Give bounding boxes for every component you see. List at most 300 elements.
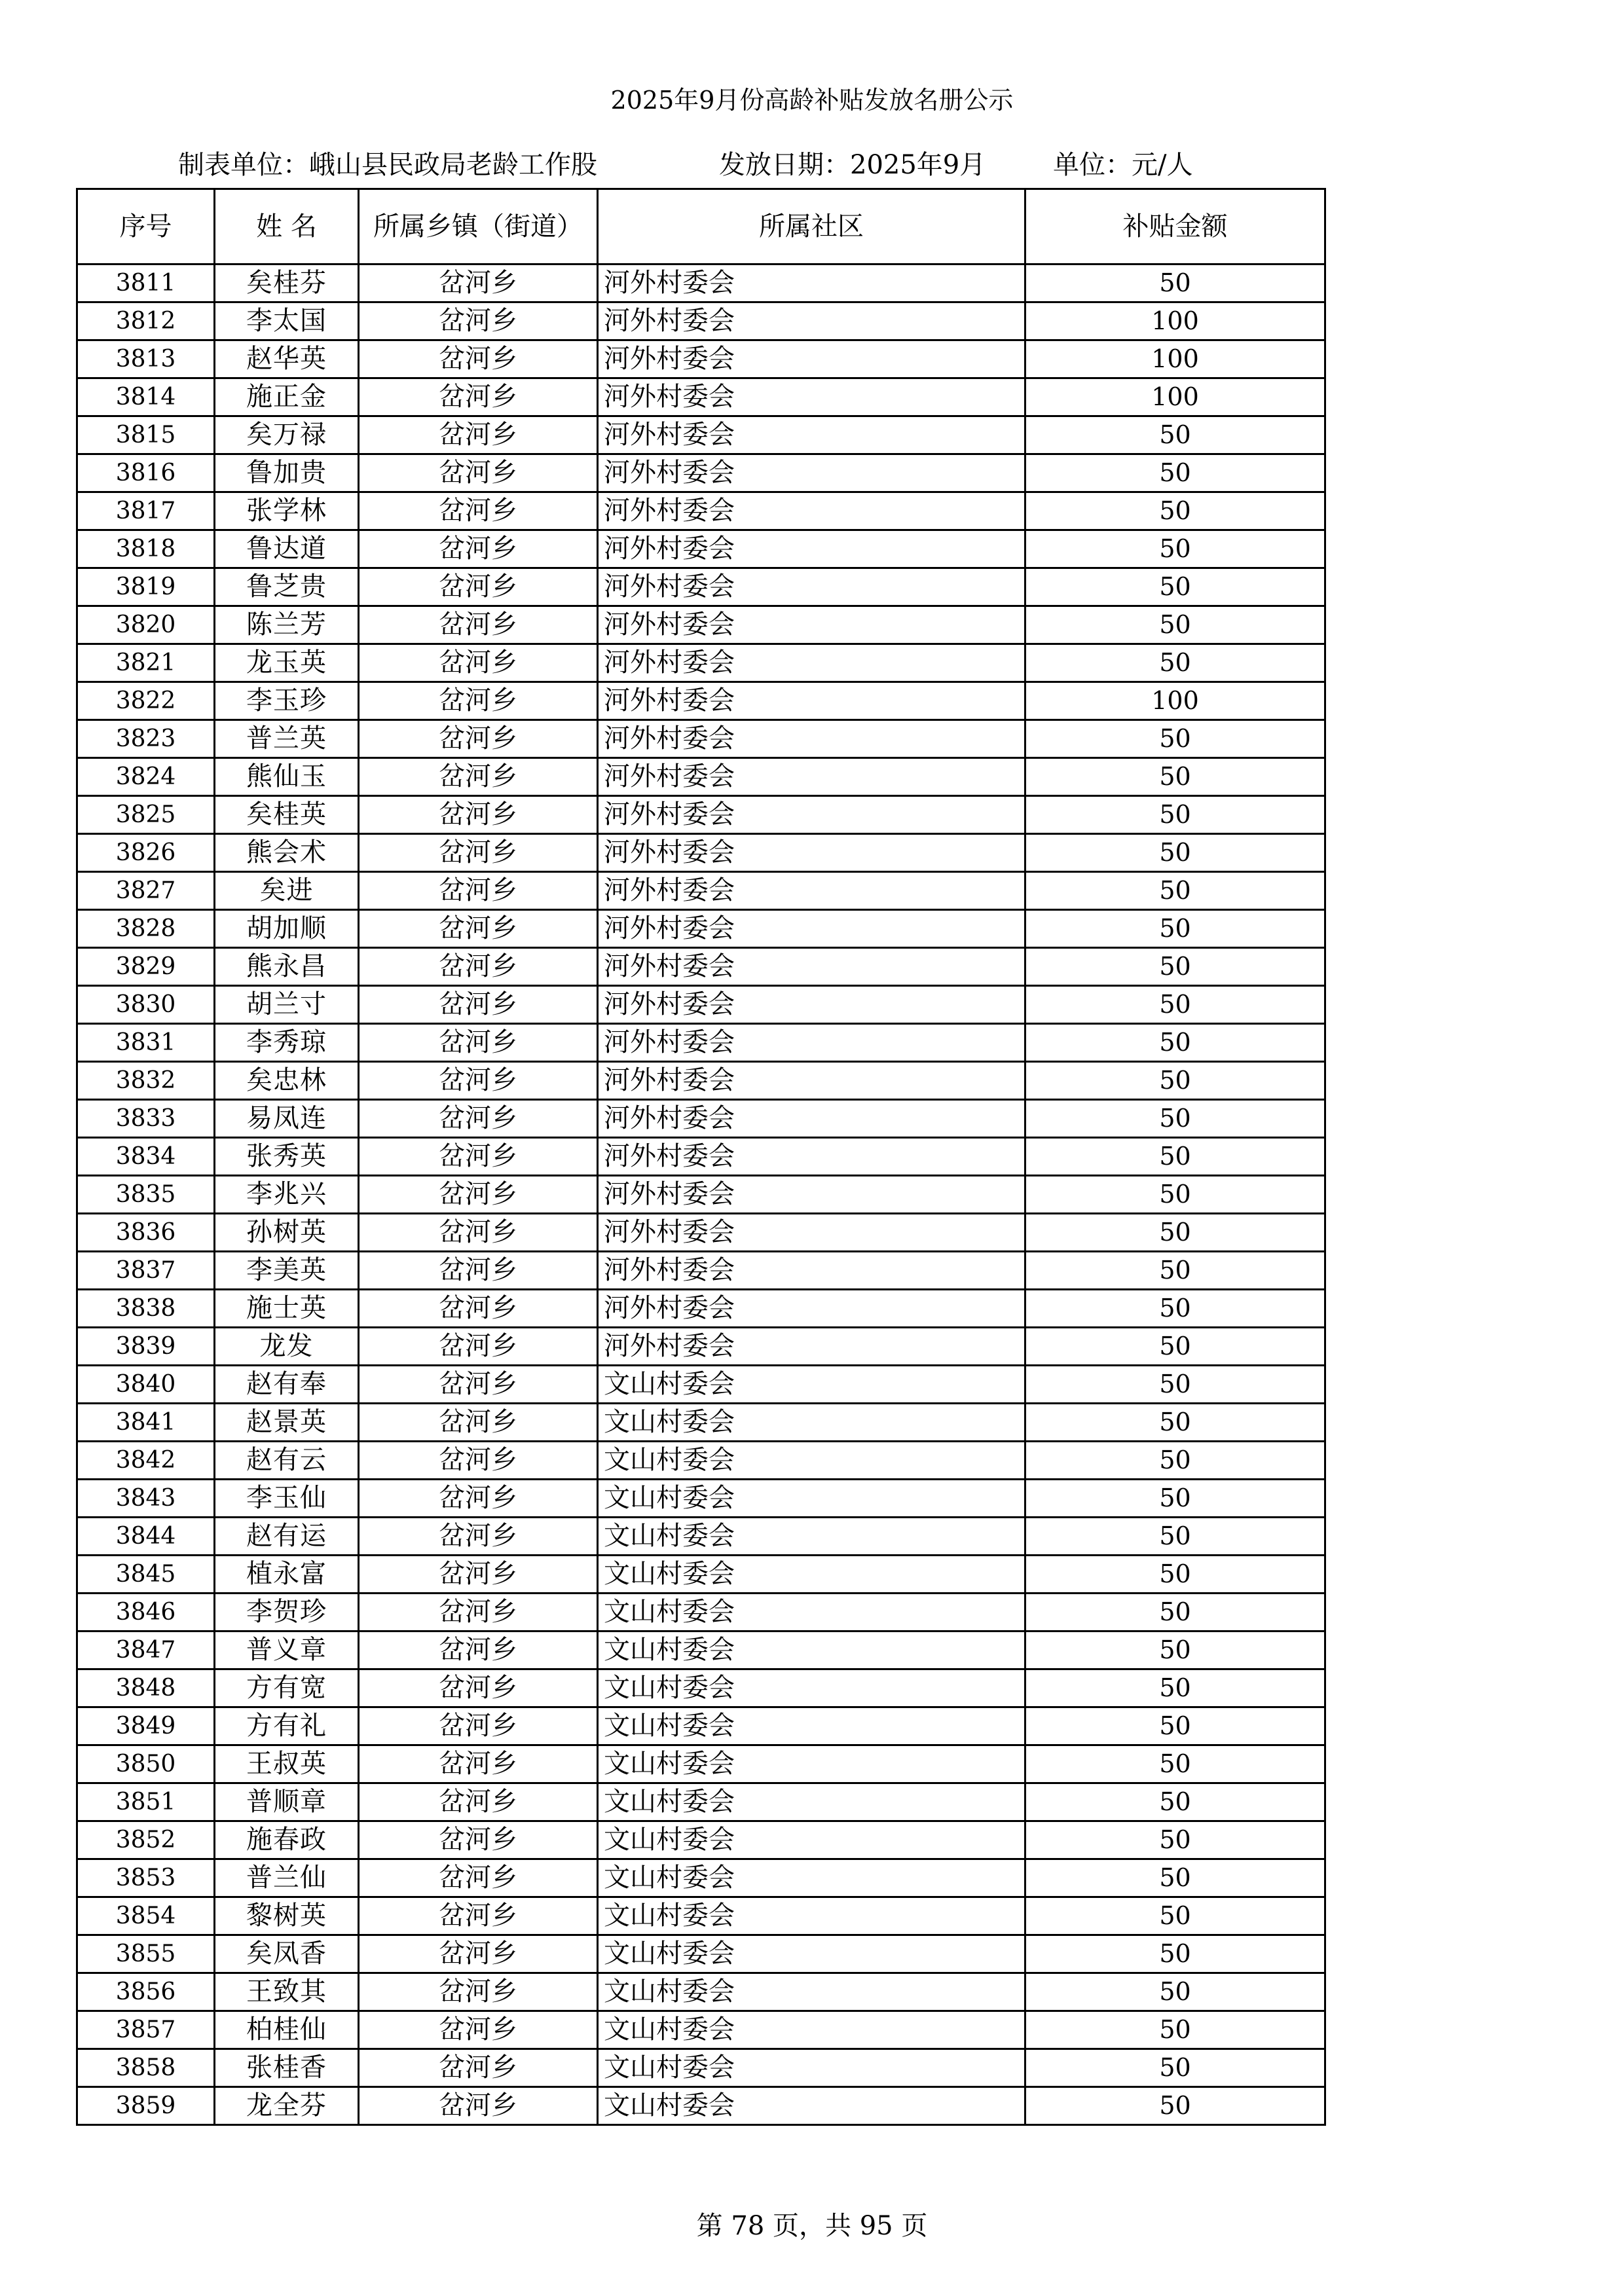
cell-amount: 50 bbox=[1025, 1669, 1325, 1707]
header-name: 姓 名 bbox=[215, 189, 359, 264]
cell-seq: 3843 bbox=[77, 1480, 215, 1518]
cell-community: 河外村委会 bbox=[598, 378, 1025, 416]
cell-amount: 50 bbox=[1025, 1214, 1325, 1252]
currency-unit: 单位：元/人 bbox=[1053, 150, 1193, 180]
cell-seq: 3842 bbox=[77, 1442, 215, 1480]
cell-seq: 3823 bbox=[77, 720, 215, 758]
table-row bbox=[77, 1897, 1325, 1935]
cell-community: 文山村委会 bbox=[598, 2049, 1025, 2087]
cell-township: 岔河乡 bbox=[359, 682, 598, 720]
cell-amount: 50 bbox=[1025, 1745, 1325, 1783]
table-row bbox=[77, 1973, 1325, 2011]
cell-township: 岔河乡 bbox=[359, 2087, 598, 2125]
cell-seq: 3828 bbox=[77, 910, 215, 948]
cell-community: 河外村委会 bbox=[598, 1024, 1025, 1062]
cell-amount: 50 bbox=[1025, 2087, 1325, 2125]
header-community: 所属社区 bbox=[598, 189, 1025, 264]
cell-seq: 3831 bbox=[77, 1024, 215, 1062]
cell-name: 柏桂仙 bbox=[215, 2011, 359, 2049]
cell-township: 岔河乡 bbox=[359, 948, 598, 986]
cell-township: 岔河乡 bbox=[359, 1745, 598, 1783]
cell-community: 文山村委会 bbox=[598, 1745, 1025, 1783]
cell-township: 岔河乡 bbox=[359, 1328, 598, 1366]
page-footer: 第 78 页，共 95 页 bbox=[696, 2211, 928, 2241]
cell-community: 河外村委会 bbox=[598, 568, 1025, 606]
cell-seq: 3833 bbox=[77, 1100, 215, 1138]
cell-amount: 50 bbox=[1025, 1594, 1325, 1631]
table-row bbox=[77, 1138, 1325, 1176]
cell-township: 岔河乡 bbox=[359, 1783, 598, 1821]
table-row bbox=[77, 1404, 1325, 1442]
cell-township: 岔河乡 bbox=[359, 1024, 598, 1062]
cell-seq: 3827 bbox=[77, 872, 215, 910]
cell-name: 施正金 bbox=[215, 378, 359, 416]
cell-seq: 3849 bbox=[77, 1707, 215, 1745]
cell-seq: 3816 bbox=[77, 454, 215, 492]
cell-name: 李秀琼 bbox=[215, 1024, 359, 1062]
cell-amount: 50 bbox=[1025, 416, 1325, 454]
cell-amount: 100 bbox=[1025, 378, 1325, 416]
cell-amount: 50 bbox=[1025, 1138, 1325, 1176]
table-row bbox=[77, 1594, 1325, 1631]
cell-community: 河外村委会 bbox=[598, 644, 1025, 682]
cell-name: 普兰英 bbox=[215, 720, 359, 758]
table-row bbox=[77, 2011, 1325, 2049]
table-row bbox=[77, 1366, 1325, 1404]
issue-date: 发放日期：2025年9月 bbox=[719, 150, 986, 180]
cell-township: 岔河乡 bbox=[359, 1594, 598, 1631]
cell-name: 熊仙玉 bbox=[215, 758, 359, 796]
cell-name: 方有宽 bbox=[215, 1669, 359, 1707]
cell-township: 岔河乡 bbox=[359, 378, 598, 416]
cell-township: 岔河乡 bbox=[359, 2049, 598, 2087]
cell-seq: 3829 bbox=[77, 948, 215, 986]
cell-community: 河外村委会 bbox=[598, 758, 1025, 796]
table-row bbox=[77, 2049, 1325, 2087]
cell-amount: 50 bbox=[1025, 2049, 1325, 2087]
cell-amount: 50 bbox=[1025, 1821, 1325, 1859]
cell-township: 岔河乡 bbox=[359, 1404, 598, 1442]
cell-township: 岔河乡 bbox=[359, 872, 598, 910]
cell-amount: 50 bbox=[1025, 1062, 1325, 1100]
table-row bbox=[77, 1214, 1325, 1252]
table-row bbox=[77, 948, 1325, 986]
cell-township: 岔河乡 bbox=[359, 454, 598, 492]
cell-community: 河外村委会 bbox=[598, 910, 1025, 948]
cell-community: 文山村委会 bbox=[598, 1594, 1025, 1631]
cell-community: 河外村委会 bbox=[598, 454, 1025, 492]
cell-community: 河外村委会 bbox=[598, 986, 1025, 1024]
cell-township: 岔河乡 bbox=[359, 606, 598, 644]
cell-township: 岔河乡 bbox=[359, 1100, 598, 1138]
table-row bbox=[77, 1821, 1325, 1859]
cell-name: 李玉珍 bbox=[215, 682, 359, 720]
cell-township: 岔河乡 bbox=[359, 796, 598, 834]
table-row bbox=[77, 568, 1325, 606]
table-row bbox=[77, 872, 1325, 910]
cell-seq: 3846 bbox=[77, 1594, 215, 1631]
cell-amount: 50 bbox=[1025, 720, 1325, 758]
cell-amount: 50 bbox=[1025, 910, 1325, 948]
cell-community: 文山村委会 bbox=[598, 1973, 1025, 2011]
cell-name: 植永富 bbox=[215, 1556, 359, 1594]
cell-community: 河外村委会 bbox=[598, 264, 1025, 302]
cell-amount: 50 bbox=[1025, 986, 1325, 1024]
table-row bbox=[77, 1556, 1325, 1594]
cell-name: 矣忠林 bbox=[215, 1062, 359, 1100]
cell-community: 文山村委会 bbox=[598, 1669, 1025, 1707]
table-row bbox=[77, 1328, 1325, 1366]
cell-amount: 50 bbox=[1025, 644, 1325, 682]
cell-community: 文山村委会 bbox=[598, 1859, 1025, 1897]
cell-amount: 100 bbox=[1025, 340, 1325, 378]
cell-seq: 3836 bbox=[77, 1214, 215, 1252]
cell-township: 岔河乡 bbox=[359, 1214, 598, 1252]
table-row bbox=[77, 1176, 1325, 1214]
cell-township: 岔河乡 bbox=[359, 986, 598, 1024]
cell-community: 文山村委会 bbox=[598, 1935, 1025, 1973]
cell-community: 文山村委会 bbox=[598, 1442, 1025, 1480]
cell-seq: 3837 bbox=[77, 1252, 215, 1290]
cell-amount: 100 bbox=[1025, 302, 1325, 340]
table-row bbox=[77, 1290, 1325, 1328]
table-row bbox=[77, 416, 1325, 454]
cell-community: 河外村委会 bbox=[598, 1252, 1025, 1290]
cell-township: 岔河乡 bbox=[359, 1631, 598, 1669]
document-title: 2025年9月份高龄补贴发放名册公示 bbox=[610, 86, 1014, 115]
cell-amount: 50 bbox=[1025, 1631, 1325, 1669]
table-row bbox=[77, 796, 1325, 834]
cell-name: 施士英 bbox=[215, 1290, 359, 1328]
table-row bbox=[77, 1062, 1325, 1100]
table-row bbox=[77, 1745, 1325, 1783]
table-row bbox=[77, 1783, 1325, 1821]
cell-community: 文山村委会 bbox=[598, 1783, 1025, 1821]
cell-community: 河外村委会 bbox=[598, 1100, 1025, 1138]
cell-community: 河外村委会 bbox=[598, 302, 1025, 340]
cell-community: 河外村委会 bbox=[598, 1214, 1025, 1252]
table-row bbox=[77, 340, 1325, 378]
cell-township: 岔河乡 bbox=[359, 340, 598, 378]
table-row bbox=[77, 378, 1325, 416]
cell-community: 河外村委会 bbox=[598, 340, 1025, 378]
cell-amount: 50 bbox=[1025, 2011, 1325, 2049]
cell-community: 河外村委会 bbox=[598, 1328, 1025, 1366]
cell-township: 岔河乡 bbox=[359, 1138, 598, 1176]
cell-seq: 3841 bbox=[77, 1404, 215, 1442]
table-row bbox=[77, 682, 1325, 720]
cell-name: 胡兰寸 bbox=[215, 986, 359, 1024]
cell-seq: 3852 bbox=[77, 1821, 215, 1859]
cell-amount: 50 bbox=[1025, 1176, 1325, 1214]
cell-community: 文山村委会 bbox=[598, 1518, 1025, 1556]
cell-name: 鲁达道 bbox=[215, 530, 359, 568]
cell-amount: 50 bbox=[1025, 264, 1325, 302]
cell-seq: 3835 bbox=[77, 1176, 215, 1214]
cell-community: 文山村委会 bbox=[598, 1821, 1025, 1859]
cell-amount: 50 bbox=[1025, 568, 1325, 606]
cell-name: 矣万禄 bbox=[215, 416, 359, 454]
cell-community: 文山村委会 bbox=[598, 1556, 1025, 1594]
table-row bbox=[77, 606, 1325, 644]
cell-community: 河外村委会 bbox=[598, 1062, 1025, 1100]
cell-amount: 50 bbox=[1025, 1897, 1325, 1935]
cell-township: 岔河乡 bbox=[359, 1176, 598, 1214]
cell-seq: 3839 bbox=[77, 1328, 215, 1366]
cell-name: 李美英 bbox=[215, 1252, 359, 1290]
cell-amount: 50 bbox=[1025, 530, 1325, 568]
cell-township: 岔河乡 bbox=[359, 2011, 598, 2049]
cell-seq: 3854 bbox=[77, 1897, 215, 1935]
cell-township: 岔河乡 bbox=[359, 302, 598, 340]
cell-amount: 100 bbox=[1025, 682, 1325, 720]
cell-name: 李兆兴 bbox=[215, 1176, 359, 1214]
table-row bbox=[77, 1859, 1325, 1897]
cell-township: 岔河乡 bbox=[359, 1290, 598, 1328]
table-row bbox=[77, 1480, 1325, 1518]
cell-township: 岔河乡 bbox=[359, 758, 598, 796]
header-seq: 序号 bbox=[77, 189, 215, 264]
cell-amount: 50 bbox=[1025, 1859, 1325, 1897]
cell-seq: 3838 bbox=[77, 1290, 215, 1328]
cell-township: 岔河乡 bbox=[359, 910, 598, 948]
cell-community: 河外村委会 bbox=[598, 1290, 1025, 1328]
cell-amount: 50 bbox=[1025, 758, 1325, 796]
table-row bbox=[77, 1518, 1325, 1556]
cell-name: 赵华英 bbox=[215, 340, 359, 378]
cell-name: 赵景英 bbox=[215, 1404, 359, 1442]
cell-amount: 50 bbox=[1025, 1290, 1325, 1328]
cell-name: 李玉仙 bbox=[215, 1480, 359, 1518]
cell-township: 岔河乡 bbox=[359, 416, 598, 454]
cell-community: 河外村委会 bbox=[598, 530, 1025, 568]
cell-community: 文山村委会 bbox=[598, 2087, 1025, 2125]
cell-amount: 50 bbox=[1025, 1935, 1325, 1973]
cell-amount: 50 bbox=[1025, 1480, 1325, 1518]
cell-name: 王致其 bbox=[215, 1973, 359, 2011]
cell-township: 岔河乡 bbox=[359, 1897, 598, 1935]
table-row bbox=[77, 1442, 1325, 1480]
table-row bbox=[77, 720, 1325, 758]
cell-seq: 3811 bbox=[77, 264, 215, 302]
cell-amount: 50 bbox=[1025, 834, 1325, 872]
cell-amount: 50 bbox=[1025, 872, 1325, 910]
cell-name: 鲁芝贵 bbox=[215, 568, 359, 606]
cell-name: 龙全芬 bbox=[215, 2087, 359, 2125]
cell-township: 岔河乡 bbox=[359, 1518, 598, 1556]
cell-community: 河外村委会 bbox=[598, 1176, 1025, 1214]
cell-name: 普义章 bbox=[215, 1631, 359, 1669]
cell-community: 河外村委会 bbox=[598, 606, 1025, 644]
cell-seq: 3812 bbox=[77, 302, 215, 340]
cell-name: 李贺珍 bbox=[215, 1594, 359, 1631]
cell-township: 岔河乡 bbox=[359, 834, 598, 872]
cell-community: 河外村委会 bbox=[598, 416, 1025, 454]
cell-community: 河外村委会 bbox=[598, 948, 1025, 986]
cell-seq: 3855 bbox=[77, 1935, 215, 1973]
cell-amount: 50 bbox=[1025, 1518, 1325, 1556]
cell-seq: 3853 bbox=[77, 1859, 215, 1897]
cell-township: 岔河乡 bbox=[359, 530, 598, 568]
cell-community: 文山村委会 bbox=[598, 1480, 1025, 1518]
cell-name: 普顺章 bbox=[215, 1783, 359, 1821]
cell-township: 岔河乡 bbox=[359, 1935, 598, 1973]
cell-amount: 50 bbox=[1025, 1973, 1325, 2011]
cell-name: 赵有云 bbox=[215, 1442, 359, 1480]
cell-amount: 50 bbox=[1025, 1024, 1325, 1062]
cell-name: 熊会术 bbox=[215, 834, 359, 872]
cell-township: 岔河乡 bbox=[359, 264, 598, 302]
table-row bbox=[77, 302, 1325, 340]
issuing-unit: 制表单位：峨山县民政局老龄工作股 bbox=[178, 150, 597, 180]
cell-name: 孙树英 bbox=[215, 1214, 359, 1252]
header-amount: 补贴金额 bbox=[1025, 189, 1325, 264]
cell-name: 方有礼 bbox=[215, 1707, 359, 1745]
cell-amount: 50 bbox=[1025, 1442, 1325, 1480]
cell-township: 岔河乡 bbox=[359, 1442, 598, 1480]
cell-township: 岔河乡 bbox=[359, 1821, 598, 1859]
cell-township: 岔河乡 bbox=[359, 644, 598, 682]
cell-township: 岔河乡 bbox=[359, 1707, 598, 1745]
cell-township: 岔河乡 bbox=[359, 1859, 598, 1897]
cell-amount: 50 bbox=[1025, 1328, 1325, 1366]
cell-township: 岔河乡 bbox=[359, 568, 598, 606]
cell-seq: 3859 bbox=[77, 2087, 215, 2125]
cell-seq: 3817 bbox=[77, 492, 215, 530]
cell-name: 龙玉英 bbox=[215, 644, 359, 682]
cell-seq: 3822 bbox=[77, 682, 215, 720]
cell-seq: 3825 bbox=[77, 796, 215, 834]
cell-seq: 3830 bbox=[77, 986, 215, 1024]
cell-name: 鲁加贵 bbox=[215, 454, 359, 492]
cell-amount: 50 bbox=[1025, 1707, 1325, 1745]
cell-seq: 3834 bbox=[77, 1138, 215, 1176]
subsidy-roster-table bbox=[76, 188, 1326, 2126]
cell-community: 河外村委会 bbox=[598, 492, 1025, 530]
cell-name: 胡加顺 bbox=[215, 910, 359, 948]
cell-name: 李太国 bbox=[215, 302, 359, 340]
cell-name: 黎树英 bbox=[215, 1897, 359, 1935]
cell-amount: 50 bbox=[1025, 1252, 1325, 1290]
table-row bbox=[77, 454, 1325, 492]
cell-community: 文山村委会 bbox=[598, 1366, 1025, 1404]
cell-community: 河外村委会 bbox=[598, 872, 1025, 910]
table-row bbox=[77, 264, 1325, 302]
cell-community: 文山村委会 bbox=[598, 1404, 1025, 1442]
cell-seq: 3824 bbox=[77, 758, 215, 796]
table-header-row bbox=[77, 189, 1325, 264]
cell-seq: 3832 bbox=[77, 1062, 215, 1100]
table-row bbox=[77, 1100, 1325, 1138]
cell-seq: 3819 bbox=[77, 568, 215, 606]
cell-seq: 3813 bbox=[77, 340, 215, 378]
cell-amount: 50 bbox=[1025, 1100, 1325, 1138]
cell-community: 文山村委会 bbox=[598, 1707, 1025, 1745]
cell-community: 文山村委会 bbox=[598, 2011, 1025, 2049]
table-row bbox=[77, 910, 1325, 948]
cell-township: 岔河乡 bbox=[359, 1366, 598, 1404]
table-row bbox=[77, 758, 1325, 796]
table-row bbox=[77, 1707, 1325, 1745]
cell-seq: 3858 bbox=[77, 2049, 215, 2087]
cell-amount: 50 bbox=[1025, 454, 1325, 492]
cell-township: 岔河乡 bbox=[359, 1252, 598, 1290]
cell-amount: 50 bbox=[1025, 948, 1325, 986]
cell-community: 文山村委会 bbox=[598, 1631, 1025, 1669]
cell-name: 张秀英 bbox=[215, 1138, 359, 1176]
cell-community: 文山村委会 bbox=[598, 1897, 1025, 1935]
cell-amount: 50 bbox=[1025, 1404, 1325, 1442]
cell-township: 岔河乡 bbox=[359, 492, 598, 530]
cell-seq: 3815 bbox=[77, 416, 215, 454]
cell-amount: 50 bbox=[1025, 1366, 1325, 1404]
cell-name: 易凤连 bbox=[215, 1100, 359, 1138]
cell-township: 岔河乡 bbox=[359, 1062, 598, 1100]
cell-seq: 3821 bbox=[77, 644, 215, 682]
cell-township: 岔河乡 bbox=[359, 1669, 598, 1707]
header-township: 所属乡镇（街道） bbox=[359, 189, 598, 264]
cell-township: 岔河乡 bbox=[359, 1480, 598, 1518]
cell-amount: 50 bbox=[1025, 606, 1325, 644]
cell-community: 河外村委会 bbox=[598, 834, 1025, 872]
cell-seq: 3850 bbox=[77, 1745, 215, 1783]
cell-community: 河外村委会 bbox=[598, 1138, 1025, 1176]
cell-seq: 3847 bbox=[77, 1631, 215, 1669]
cell-name: 矣桂芬 bbox=[215, 264, 359, 302]
cell-amount: 50 bbox=[1025, 1783, 1325, 1821]
table-row bbox=[77, 986, 1325, 1024]
cell-name: 赵有奉 bbox=[215, 1366, 359, 1404]
table-row bbox=[77, 834, 1325, 872]
cell-name: 赵有运 bbox=[215, 1518, 359, 1556]
cell-township: 岔河乡 bbox=[359, 1556, 598, 1594]
cell-township: 岔河乡 bbox=[359, 1973, 598, 2011]
cell-seq: 3840 bbox=[77, 1366, 215, 1404]
table-row bbox=[77, 1669, 1325, 1707]
cell-community: 河外村委会 bbox=[598, 682, 1025, 720]
table-row bbox=[77, 1631, 1325, 1669]
cell-seq: 3845 bbox=[77, 1556, 215, 1594]
cell-name: 王叔英 bbox=[215, 1745, 359, 1783]
cell-amount: 50 bbox=[1025, 492, 1325, 530]
cell-amount: 50 bbox=[1025, 1556, 1325, 1594]
table-row bbox=[77, 2087, 1325, 2125]
table-row bbox=[77, 644, 1325, 682]
cell-name: 张学林 bbox=[215, 492, 359, 530]
cell-name: 熊永昌 bbox=[215, 948, 359, 986]
cell-seq: 3818 bbox=[77, 530, 215, 568]
cell-township: 岔河乡 bbox=[359, 720, 598, 758]
cell-amount: 50 bbox=[1025, 796, 1325, 834]
cell-community: 河外村委会 bbox=[598, 720, 1025, 758]
cell-name: 施春政 bbox=[215, 1821, 359, 1859]
table-row bbox=[77, 1935, 1325, 1973]
cell-seq: 3844 bbox=[77, 1518, 215, 1556]
cell-seq: 3826 bbox=[77, 834, 215, 872]
cell-name: 矣凤香 bbox=[215, 1935, 359, 1973]
cell-name: 陈兰芳 bbox=[215, 606, 359, 644]
cell-community: 河外村委会 bbox=[598, 796, 1025, 834]
cell-seq: 3856 bbox=[77, 1973, 215, 2011]
cell-name: 矣进 bbox=[215, 872, 359, 910]
cell-name: 张桂香 bbox=[215, 2049, 359, 2087]
table-row bbox=[77, 492, 1325, 530]
table-row bbox=[77, 1024, 1325, 1062]
table-row bbox=[77, 530, 1325, 568]
cell-seq: 3820 bbox=[77, 606, 215, 644]
table-body bbox=[77, 264, 1325, 2125]
cell-seq: 3857 bbox=[77, 2011, 215, 2049]
